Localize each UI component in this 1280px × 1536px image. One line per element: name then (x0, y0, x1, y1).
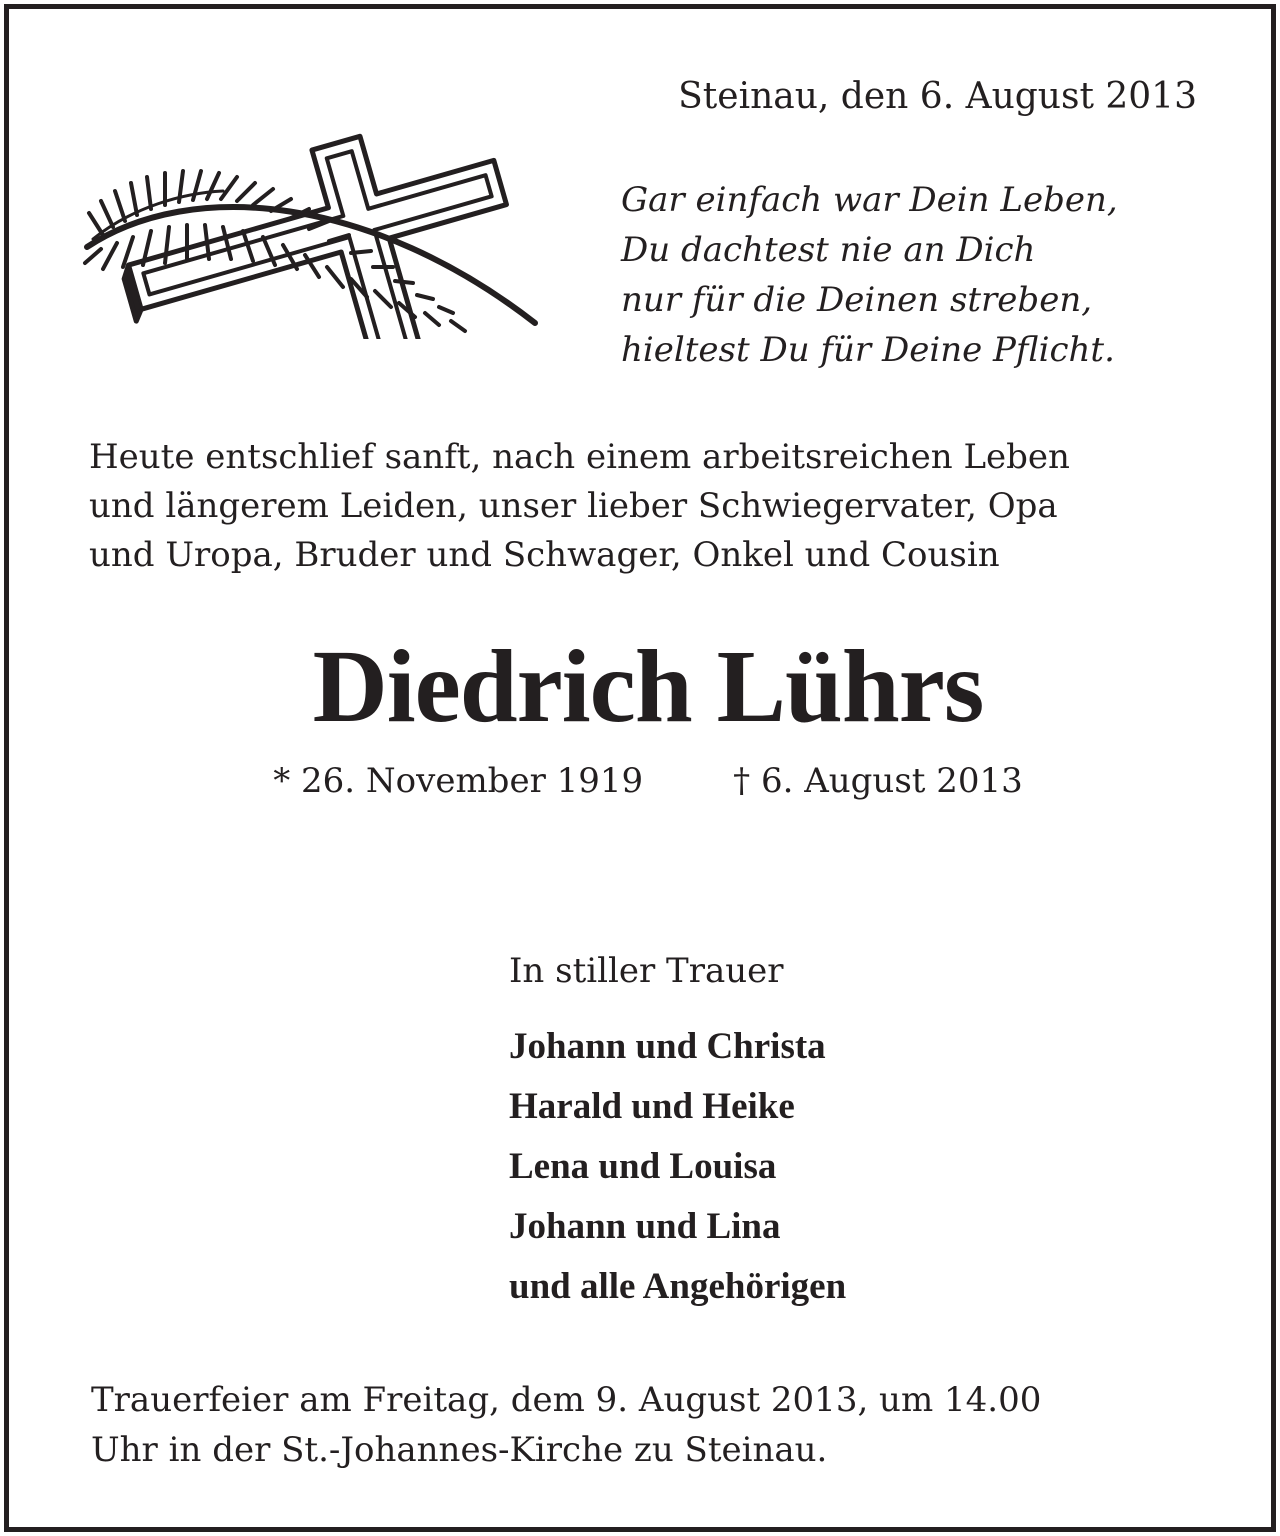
funeral-service-info (91, 1375, 1211, 1475)
service-line: Uhr in der St.-Johannes-Kirche zu Steinau. (91, 1430, 828, 1470)
poem-line: Du dachtest nie an Dich (621, 230, 1036, 270)
mourner-entry: Harald und Heike (509, 1086, 795, 1127)
intro-text (89, 433, 1209, 580)
intro-line: und längerem Leiden, unser lieber Schwiegervater, Opa (89, 486, 1058, 526)
mourners-list (509, 1017, 846, 1317)
mourning-label: In stiller Trauer (509, 951, 784, 991)
mourner-entry: Lena und Louisa (509, 1146, 777, 1187)
cross-with-palm-branch-icon (73, 127, 553, 339)
mourner-entry: Johann und Lina (509, 1206, 781, 1247)
poem-line: nur für die Deinen streben, (621, 280, 1093, 320)
place-and-date: Steinau, den 6. August 2013 (678, 76, 1197, 117)
poem-line: Gar einfach war Dein Leben, (621, 180, 1118, 220)
deceased-name: Diedrich Lührs (312, 629, 984, 744)
mourner-entry: Johann und Christa (509, 1026, 826, 1067)
poem (621, 175, 1118, 375)
birth-date: * 26. November 1919 (273, 761, 644, 801)
service-line: Trauerfeier am Freitag, dem 9. August 2013, um 14.00 (91, 1380, 1042, 1420)
intro-line: Heute entschlief sanft, nach einem arbeitsreichen Leben (89, 437, 1070, 477)
poem-line: hieltest Du für Deine Pflicht. (621, 330, 1115, 370)
obituary-notice (4, 4, 1276, 1532)
mourner-entry: und alle Angehörigen (509, 1266, 847, 1307)
life-dates (9, 759, 1276, 803)
intro-line: und Uropa, Bruder und Schwager, Onkel und Cousin (89, 535, 1000, 575)
death-date: † 6. August 2013 (733, 761, 1023, 801)
